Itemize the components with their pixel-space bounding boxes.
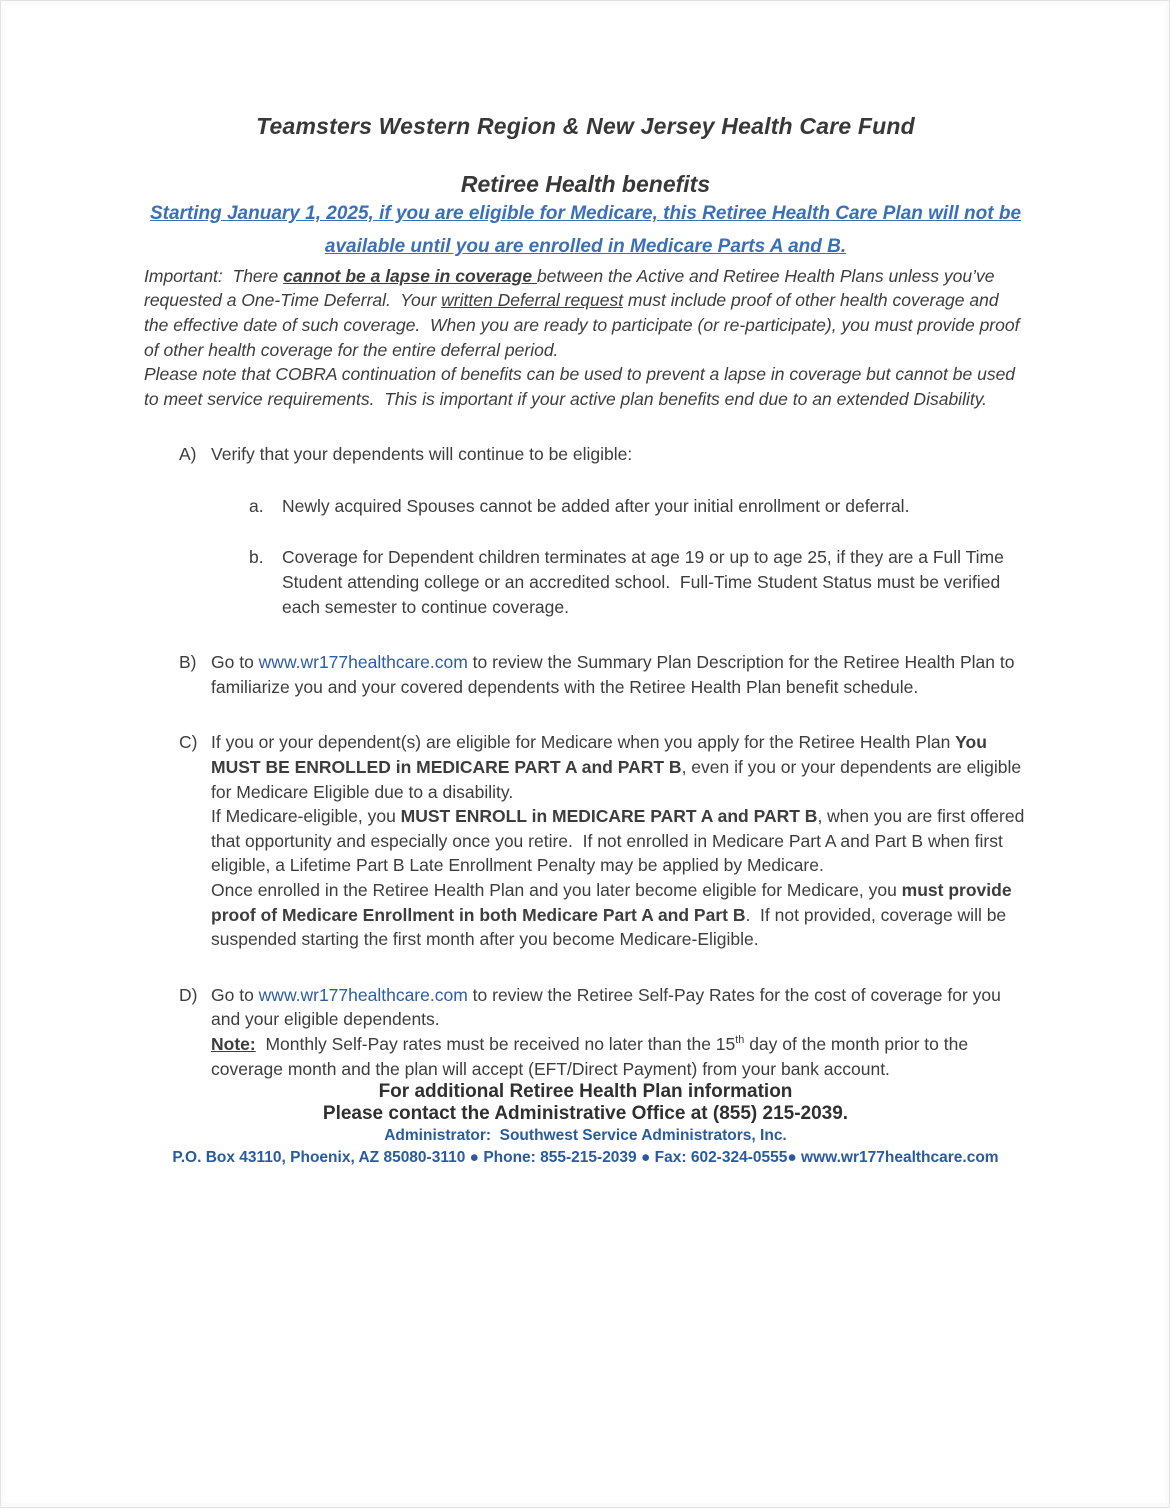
text-run: must include proof of other health coverage and the effective date of such coverage. When you are ready to participate (or re-participate), you must provide proof of other health coverage for the entire deferral period. [144, 290, 1025, 360]
text-run: MUST ENROLL in MEDICARE PART A and PART B [400, 806, 818, 827]
text-run: , even if you or your dependents are eligible for Medicare Eligible due to a disability. [211, 757, 1026, 802]
text-run: Note: [211, 1033, 256, 1054]
text-run: Go to [211, 652, 259, 673]
list-item-b [144, 545, 1027, 619]
text-run: You MUST BE ENROLLED in MEDICARE PART A and PART B [211, 732, 992, 778]
website-link[interactable]: www.wr177healthcare.com [258, 984, 468, 1005]
doc-subtitle: Retiree Health benefits [460, 171, 711, 197]
medicare-eligibility-notice: Starting January 1, 2025, if you are eligible for Medicare, this Retiree Health Care Plan will not be available until you are enrolled in Medicare Parts A and B. [149, 203, 1022, 257]
text-run: Please note that COBRA continuation of benefits can be used to prevent a lapse in coverage but cannot be used to meet service requirements. This is important if your active plan benefits end due to an extended Disability. [144, 364, 1020, 409]
list-marker-B: B) [179, 652, 197, 673]
text-run: day of the month prior to the coverage month and the plan will accept (EFT/Direct Payment) from your bank account. [211, 1033, 973, 1079]
list-item-D-text [211, 983, 1027, 1032]
text-run: Verify that your dependents will continue to be eligible: [211, 444, 633, 465]
text-run: If you or your dependent(s) are eligible for Medicare when you apply for the Retiree Health Plan [211, 732, 956, 753]
list-item-C [144, 730, 1027, 804]
text-run: Go to [211, 984, 259, 1005]
medicare-proof-paragraph [144, 878, 1027, 952]
list-item-b-text [282, 545, 1027, 619]
text-run: to review the Summary Plan Description for the Retiree Health Plan to familiarize you and your covered dependents with the Retiree Health Plan benefit schedule. [211, 652, 1020, 697]
doc-title: Teamsters Western Region & New Jersey Health Care Fund [256, 113, 915, 139]
text-run: Once enrolled in the Retiree Health Plan and you later become eligible for Medicare, you [211, 880, 902, 900]
footer-contact-line: Please contact the Administrative Office at (855) 215-2039. [322, 1103, 849, 1125]
list-item-a [144, 494, 1027, 519]
footer-info-line: For additional Retiree Health Plan information [378, 1081, 793, 1103]
list-item-A-text [211, 442, 1027, 467]
text-run: Important: There [144, 265, 284, 286]
website-link[interactable]: www.wr177healthcare.com [258, 652, 468, 673]
list-item-B-text [211, 650, 1027, 699]
text-run: must provide proof of Medicare Enrollment in both Medicare Part A and Part B [211, 880, 1017, 925]
text-run: If Medicare-eligible, you [211, 806, 401, 827]
text-run: Monthly Self-Pay rates must be received no later than the 15 [255, 1033, 736, 1054]
text-run: between the Active and Retiree Health Plans unless you’ve requested a One-Time Deferral. Your [144, 265, 1000, 311]
text-run: . If not provided, coverage will be suspended starting the first month after you become Medicare-Eligible. [211, 904, 1012, 950]
list-marker-D: D) [179, 984, 198, 1005]
text-run: to review the Retiree Self-Pay Rates for the cost of coverage for you and your eligible dependents. [211, 984, 1006, 1030]
list-item-D [144, 983, 1027, 1032]
list-item-B [144, 650, 1027, 699]
text-run: Newly acquired Spouses cannot be added after your initial enrollment or deferral. [282, 495, 910, 516]
list-marker-b: b. [249, 547, 264, 568]
list-marker-a: a. [249, 495, 264, 516]
list-marker-C: C) [179, 732, 198, 753]
list-marker-A: A) [179, 444, 197, 465]
text-run: cannot be a lapse in coverage [283, 265, 537, 286]
footer-address-line: P.O. Box 43110, Phoenix, AZ 85080-3110 ● Phone: 855-215-2039 ● Fax: 602-324-0555● www.wr177healthcare.com [172, 1149, 999, 1167]
text-run: th [735, 1034, 745, 1047]
text-run: , when you are first offered that opportunity and especially once you retire. If not enrolled in Medicare Part A and Part B when first eligible, a Lifetime Part B Late Enrollment Penalty may be applied by Medicare. [211, 806, 1030, 876]
list-item-A [144, 442, 1027, 467]
text-run: written Deferral request [441, 290, 624, 311]
list-item-C-text [211, 730, 1027, 804]
note-paragraph [144, 1032, 1027, 1081]
cobra-paragraph [144, 362, 1027, 411]
medicare-enroll-paragraph [144, 804, 1030, 878]
important-paragraph [144, 264, 1027, 362]
list-item-a-text [282, 494, 1027, 519]
text-run: Coverage for Dependent children terminates at age 19 or up to age 25, if they are a Full Time Student attending college or an accredited school. Full-Time Student Status must be verified each semester to continue coverage. [282, 547, 1009, 617]
footer-administrator-line: Administrator: Southwest Service Administrators, Inc. [384, 1127, 787, 1145]
